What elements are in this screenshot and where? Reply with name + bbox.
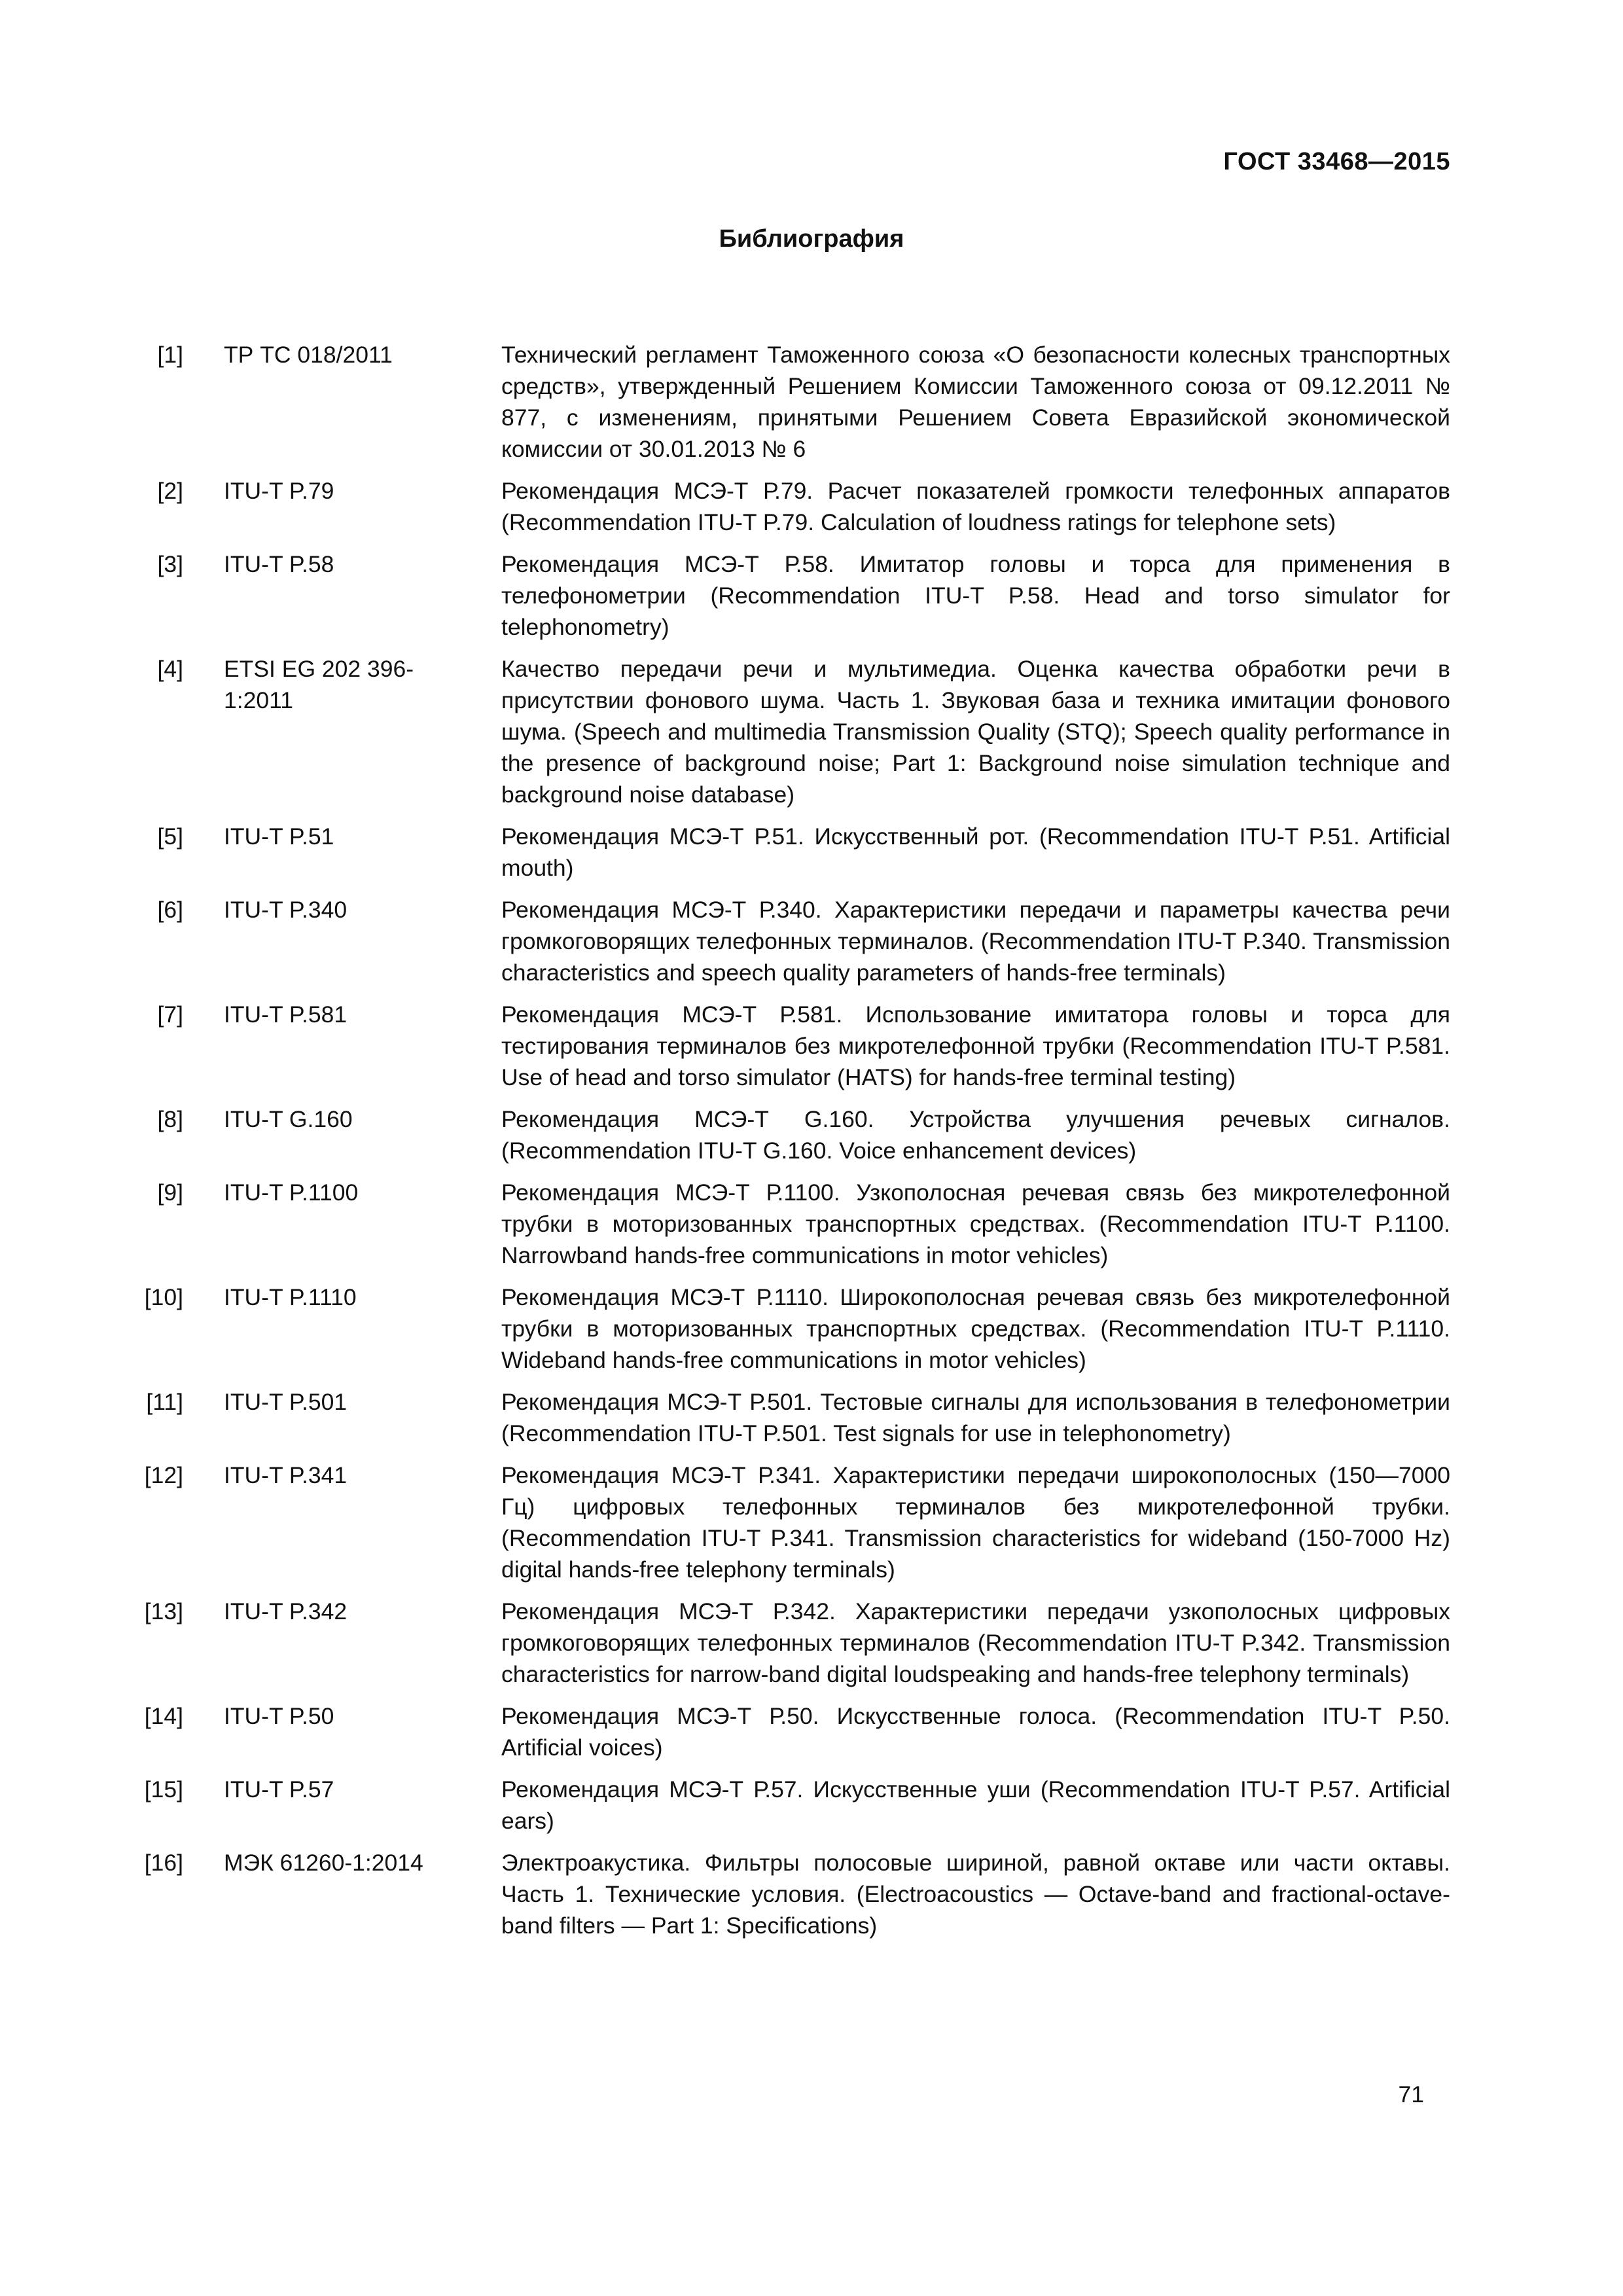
entry-description: Рекомендация МСЭ-Т Р.79. Расчет показателей громкости телефонных аппаратов (Recommendation ITU-T P.79. Calculation of loudness ratings for telephone sets): [501, 478, 1450, 535]
entry-description: Рекомендация МСЭ-Т Р.51. Искусственный рот. (Recommendation ITU-T P.51. Artificial mouth): [501, 823, 1450, 881]
entry-code: МЭК 61260-1:2014: [224, 1850, 423, 1876]
entry-description: Рекомендация МСЭ-Т Р.1100. Узкополосная речевая связь без микротелефонной трубки в моторизованных транспортных средствах. (Recommendation ITU-T P.1100. Narrowband hands-free communications in motor vehicles): [501, 1179, 1450, 1268]
entry-description: Технический регламент Таможенного союза «О безопасности колесных транспортных средств», утвержденный Решением Комиссии Таможенного союза от 09.12.2011 № 877, с изменениям, принятыми Решением Совета Евразийской экономической комиссии от 30.01.2013 № 6: [501, 342, 1450, 462]
page-number: 71: [1398, 2081, 1424, 2108]
entry-number: [15]: [144, 1776, 183, 1803]
entry-number: [4]: [157, 656, 183, 682]
entry-description: Рекомендация МСЭ-Т G.160. Устройства улучшения речевых сигналов. (Recommendation ITU-T G.160. Voice enhancement devices): [501, 1106, 1450, 1164]
bibliography-entry: [131, 1103, 1450, 1166]
entry-description: Рекомендация МСЭ-Т Р.341. Характеристики передачи широкополосных (150—7000 Гц) цифровых телефонных терминалов без микротелефонной трубки. (Recommendation ITU-T P.341. Transmission characteristics for wideband (150-7000 Hz) digital hands-free telephony terminals): [501, 1462, 1450, 1583]
bibliography-entry: [131, 339, 1450, 465]
entry-number: [13]: [144, 1598, 183, 1624]
entry-number: [16]: [144, 1850, 183, 1876]
bibliography-entry: [131, 1700, 1450, 1763]
entry-code: ITU-T P.581: [224, 1001, 348, 1028]
entry-code: ITU-T P.1100: [224, 1179, 359, 1206]
entry-code: ITU-T P.79: [224, 478, 334, 504]
entry-number: [9]: [157, 1179, 183, 1206]
entry-code: ITU-T P.58: [224, 551, 334, 577]
entry-number: [11]: [146, 1389, 183, 1415]
bibliography-entry: [131, 821, 1450, 884]
entry-code: ITU-T G.160: [224, 1106, 353, 1132]
bibliography-entry: [131, 1386, 1450, 1449]
entry-code: ITU-T P.50: [224, 1703, 334, 1729]
bibliography-entry: [131, 1847, 1450, 1941]
entry-description: Электроакустика. Фильтры полосовые шириной, равной октаве или части октавы. Часть 1. Технические условия. (Electroacoustics — Octave-band and fractional-octave-band filters — Part 1: Specifications): [501, 1850, 1450, 1939]
standard-code-header: ГОСТ 33468—2015: [1223, 148, 1450, 175]
entry-number: [2]: [157, 478, 183, 504]
bibliography-entry: [131, 999, 1450, 1093]
entry-number: [3]: [157, 551, 183, 577]
entry-description: Рекомендация МСЭ-Т Р.581. Использование имитатора головы и торса для тестирования терминалов без микротелефонной трубки (Recommendation ITU-T P.581. Use of head and torso simulator (HATS) for hands-free terminal testing): [501, 1001, 1450, 1090]
bibliography-entry: [131, 1774, 1450, 1837]
entry-description: Рекомендация МСЭ-Т Р.342. Характеристики передачи узкополосных цифровых громкоговорящих телефонных терминалов (Recommendation ITU-T P.342. Transmission characteristics for narrow-band digital loudspeaking and hands-free telephony terminals): [501, 1598, 1450, 1687]
entry-code: ITU-T P.57: [224, 1776, 334, 1803]
entry-description: Рекомендация МСЭ-Т Р.58. Имитатор головы и торса для применения в телефонометрии (Recommendation ITU-T P.58. Head and torso simulator for telephonometry): [501, 551, 1450, 640]
bibliography-entry: [131, 1282, 1450, 1376]
entry-description: Рекомендация МСЭ-Т Р.501. Тестовые сигналы для использования в телефонометрии (Recommendation ITU-T P.501. Test signals for use in telephonometry): [501, 1389, 1450, 1446]
bibliography-entry: [131, 894, 1450, 988]
entry-number: [5]: [157, 823, 183, 850]
entry-number: [1]: [157, 342, 183, 368]
bibliography-entry: [131, 548, 1450, 643]
entry-code: ITU-T P.341: [224, 1462, 348, 1488]
entry-code: ETSI EG 202 396-1:2011: [224, 656, 414, 713]
entry-number: [14]: [144, 1703, 183, 1729]
bibliography-entry: [131, 1460, 1450, 1585]
entry-description: Рекомендация МСЭ-Т Р.50. Искусственные голоса. (Recommendation ITU-T P.50. Artificial voices): [501, 1703, 1450, 1761]
entry-number: [7]: [157, 1001, 183, 1028]
bibliography-entry: [131, 1177, 1450, 1271]
entry-description: Рекомендация МСЭ-Т Р.340. Характеристики передачи и параметры качества речи громкоговорящих телефонных терминалов. (Recommendation ITU-T P.340. Transmission characteristics and speech quality parameters of hands-free terminals): [501, 897, 1450, 986]
entry-number: [8]: [157, 1106, 183, 1132]
entry-description: Рекомендация МСЭ-Т Р.57. Искусственные уши (Recommendation ITU-T P.57. Artificial ears): [501, 1776, 1450, 1834]
entry-number: [6]: [157, 897, 183, 923]
entry-code: ITU-T P.340: [224, 897, 348, 923]
entry-code: ТР ТС 018/2011: [224, 342, 393, 368]
entry-code: ITU-T P.1110: [224, 1284, 357, 1310]
entry-code: ITU-T P.51: [224, 823, 334, 850]
entry-code: ITU-T P.342: [224, 1598, 348, 1624]
entry-description: Качество передачи речи и мультимедиа. Оценка качества обработки речи в присутствии фонового шума. Часть 1. Звуковая база и техника имитации фонового шума. (Speech and multimedia Transmission Quality (STQ); Speech quality performance in the presence of background noise; Part 1: Background noise simulation technique and background noise database): [501, 656, 1450, 808]
bibliography-entry: [131, 475, 1450, 538]
bibliography-entry: [131, 1596, 1450, 1690]
bibliography-list: [131, 339, 1450, 1952]
page-title: Библиография: [719, 225, 904, 253]
entry-number: [10]: [144, 1284, 183, 1310]
entry-code: ITU-T P.501: [224, 1389, 348, 1415]
bibliography-entry: [131, 653, 1450, 810]
entry-number: [12]: [144, 1462, 183, 1488]
entry-description: Рекомендация МСЭ-Т Р.1110. Широкополосная речевая связь без микротелефонной трубки в моторизованных транспортных средствах. (Recommendation ITU-T P.1110. Wideband hands-free communications in motor vehicles): [501, 1284, 1450, 1373]
